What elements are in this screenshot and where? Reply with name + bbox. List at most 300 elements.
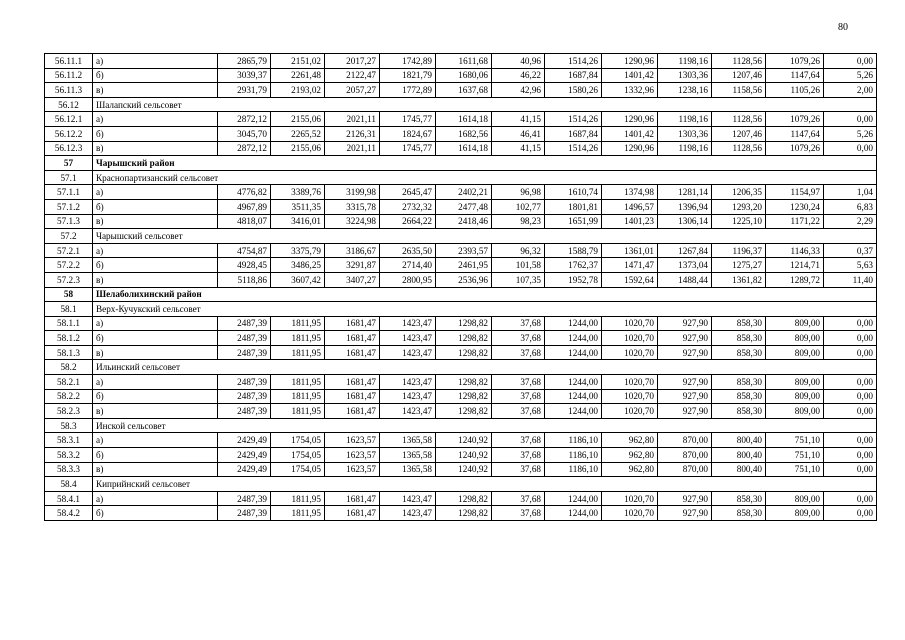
table-row [45, 185, 877, 200]
value-cell: 2865,79 [218, 54, 271, 69]
value-cell: 1772,89 [380, 83, 436, 98]
table-row [45, 389, 877, 404]
value-cell: 2151,02 [271, 54, 325, 69]
value-cell: 37,68 [492, 491, 545, 506]
table-row [45, 375, 877, 390]
value-cell: 1298,82 [436, 375, 492, 390]
value-cell: 0,00 [824, 141, 877, 156]
value-cell: 1244,00 [545, 316, 602, 331]
value-cell: 2872,12 [218, 112, 271, 127]
table-row [45, 506, 877, 521]
table-row [45, 462, 877, 477]
value-cell: 37,68 [492, 331, 545, 346]
value-cell: 2487,39 [218, 375, 271, 390]
value-cell: 1396,94 [658, 199, 712, 214]
value-cell: 2487,39 [218, 389, 271, 404]
value-cell: 1332,96 [602, 83, 658, 98]
row-code: 58 [45, 287, 93, 302]
table-row [45, 433, 877, 448]
value-cell: 1742,89 [380, 54, 436, 69]
value-cell: 1230,24 [766, 199, 824, 214]
value-cell: 1240,92 [436, 448, 492, 463]
row-variant: а) [93, 54, 218, 69]
value-cell: 1079,26 [766, 141, 824, 156]
value-cell: 1196,37 [712, 243, 766, 258]
table-row [45, 491, 877, 506]
value-cell: 0,00 [824, 404, 877, 419]
value-cell: 2265,52 [271, 126, 325, 141]
value-cell: 1811,95 [271, 375, 325, 390]
value-cell: 800,40 [712, 433, 766, 448]
value-cell: 1811,95 [271, 506, 325, 521]
value-cell: 0,37 [824, 243, 877, 258]
value-cell: 3045,70 [218, 126, 271, 141]
value-cell: 1244,00 [545, 331, 602, 346]
value-cell: 809,00 [766, 389, 824, 404]
value-cell: 2193,02 [271, 83, 325, 98]
row-code: 58.2.2 [45, 389, 93, 404]
settlement-header-row [45, 229, 877, 244]
value-cell: 1275,27 [712, 258, 766, 273]
value-cell: 1186,10 [545, 448, 602, 463]
value-cell: 1754,05 [271, 433, 325, 448]
value-cell: 1423,47 [380, 389, 436, 404]
table-row [45, 404, 877, 419]
value-cell: 1745,77 [380, 112, 436, 127]
value-cell: 37,68 [492, 389, 545, 404]
value-cell: 1020,70 [602, 491, 658, 506]
value-cell: 2122,47 [325, 68, 380, 83]
district-name: Шелаболихинский район [93, 287, 877, 302]
district-header-row [45, 156, 877, 171]
row-code: 57.2.3 [45, 272, 93, 287]
value-cell: 1754,05 [271, 462, 325, 477]
value-cell: 1298,82 [436, 506, 492, 521]
table-row [45, 112, 877, 127]
settlement-name: Верх-Кучукский сельсовет [93, 302, 877, 317]
value-cell: 1128,56 [712, 54, 766, 69]
value-cell: 101,58 [492, 258, 545, 273]
value-cell: 2418,46 [436, 214, 492, 229]
value-cell: 1146,33 [766, 243, 824, 258]
value-cell: 1298,82 [436, 331, 492, 346]
value-cell: 1681,47 [325, 345, 380, 360]
value-cell: 1020,70 [602, 389, 658, 404]
value-cell: 858,30 [712, 331, 766, 346]
value-cell: 1171,22 [766, 214, 824, 229]
value-cell: 927,90 [658, 375, 712, 390]
value-cell: 2017,27 [325, 54, 380, 69]
row-code: 58.1.1 [45, 316, 93, 331]
value-cell: 2732,32 [380, 199, 436, 214]
value-cell: 858,30 [712, 345, 766, 360]
value-cell: 1298,82 [436, 389, 492, 404]
settlement-name: Шалапский сельсовет [93, 97, 877, 112]
value-cell: 3291,87 [325, 258, 380, 273]
table-row [45, 54, 877, 69]
value-cell: 809,00 [766, 345, 824, 360]
value-cell: 1020,70 [602, 375, 658, 390]
value-cell: 2402,21 [436, 185, 492, 200]
value-cell: 1401,23 [602, 214, 658, 229]
value-cell: 2635,50 [380, 243, 436, 258]
row-code: 58.1.3 [45, 345, 93, 360]
value-cell: 1,04 [824, 185, 877, 200]
value-cell: 1687,84 [545, 126, 602, 141]
settlement-header-row [45, 302, 877, 317]
value-cell: 0,00 [824, 389, 877, 404]
row-variant: б) [93, 331, 218, 346]
value-cell: 1687,84 [545, 68, 602, 83]
value-cell: 4967,89 [218, 199, 271, 214]
value-cell: 927,90 [658, 389, 712, 404]
value-cell: 1681,47 [325, 375, 380, 390]
value-cell: 0,00 [824, 433, 877, 448]
value-cell: 1614,18 [436, 141, 492, 156]
value-cell: 1514,26 [545, 141, 602, 156]
value-cell: 2155,06 [271, 141, 325, 156]
value-cell: 37,68 [492, 345, 545, 360]
row-code: 58.3.1 [45, 433, 93, 448]
value-cell: 1592,64 [602, 272, 658, 287]
value-cell: 3511,35 [271, 199, 325, 214]
row-code: 56.12 [45, 97, 93, 112]
value-cell: 37,68 [492, 506, 545, 521]
value-cell: 1244,00 [545, 375, 602, 390]
value-cell: 1623,57 [325, 448, 380, 463]
value-cell: 2477,48 [436, 199, 492, 214]
value-cell: 4776,82 [218, 185, 271, 200]
row-variant: б) [93, 199, 218, 214]
row-code: 56.12.2 [45, 126, 93, 141]
table-row [45, 331, 877, 346]
value-cell: 1361,01 [602, 243, 658, 258]
value-cell: 1801,81 [545, 199, 602, 214]
value-cell: 809,00 [766, 331, 824, 346]
value-cell: 3039,37 [218, 68, 271, 83]
value-cell: 1147,64 [766, 68, 824, 83]
value-cell: 927,90 [658, 345, 712, 360]
settlement-name: Ильинский сельсовет [93, 360, 877, 375]
page-number: 80 [838, 22, 848, 33]
row-code: 56.11.2 [45, 68, 93, 83]
settlement-header-row [45, 418, 877, 433]
value-cell: 1681,47 [325, 491, 380, 506]
row-code: 56.12.3 [45, 141, 93, 156]
value-cell: 2487,39 [218, 331, 271, 346]
value-cell: 927,90 [658, 491, 712, 506]
value-cell: 1762,37 [545, 258, 602, 273]
value-cell: 2,00 [824, 83, 877, 98]
value-cell: 37,68 [492, 404, 545, 419]
settlement-header-row [45, 477, 877, 492]
value-cell: 2931,79 [218, 83, 271, 98]
value-cell: 1207,46 [712, 126, 766, 141]
table-body [45, 54, 877, 521]
value-cell: 2,29 [824, 214, 877, 229]
value-cell: 2261,48 [271, 68, 325, 83]
value-cell: 1623,57 [325, 462, 380, 477]
value-cell: 1365,58 [380, 462, 436, 477]
value-cell: 1225,10 [712, 214, 766, 229]
settlement-header-row [45, 170, 877, 185]
value-cell: 809,00 [766, 316, 824, 331]
value-cell: 1488,44 [658, 272, 712, 287]
table-row [45, 448, 877, 463]
value-cell: 37,68 [492, 375, 545, 390]
value-cell: 1952,78 [545, 272, 602, 287]
value-cell: 1207,46 [712, 68, 766, 83]
row-variant: в) [93, 272, 218, 287]
value-cell: 1238,16 [658, 83, 712, 98]
table-row [45, 272, 877, 287]
value-cell: 2429,49 [218, 448, 271, 463]
table-row [45, 199, 877, 214]
row-code: 57.1 [45, 170, 93, 185]
value-cell: 1588,79 [545, 243, 602, 258]
value-cell: 40,96 [492, 54, 545, 69]
row-code: 58.1.2 [45, 331, 93, 346]
value-cell: 1811,95 [271, 491, 325, 506]
value-cell: 2393,57 [436, 243, 492, 258]
value-cell: 1423,47 [380, 506, 436, 521]
table-row [45, 68, 877, 83]
value-cell: 107,35 [492, 272, 545, 287]
table-row [45, 126, 877, 141]
value-cell: 4754,87 [218, 243, 271, 258]
value-cell: 751,10 [766, 433, 824, 448]
value-cell: 0,00 [824, 345, 877, 360]
value-cell: 1373,04 [658, 258, 712, 273]
value-cell: 1401,42 [602, 68, 658, 83]
value-cell: 858,30 [712, 491, 766, 506]
value-cell: 2126,31 [325, 126, 380, 141]
value-cell: 2057,27 [325, 83, 380, 98]
value-cell: 962,80 [602, 448, 658, 463]
row-code: 58.4 [45, 477, 93, 492]
value-cell: 751,10 [766, 462, 824, 477]
value-cell: 1361,82 [712, 272, 766, 287]
value-cell: 1637,68 [436, 83, 492, 98]
tariff-table [44, 53, 877, 521]
value-cell: 1365,58 [380, 448, 436, 463]
value-cell: 5,26 [824, 68, 877, 83]
value-cell: 0,00 [824, 491, 877, 506]
value-cell: 3407,27 [325, 272, 380, 287]
value-cell: 0,00 [824, 462, 877, 477]
value-cell: 1206,35 [712, 185, 766, 200]
row-code: 57.2.1 [45, 243, 93, 258]
value-cell: 0,00 [824, 54, 877, 69]
value-cell: 96,32 [492, 243, 545, 258]
value-cell: 11,40 [824, 272, 877, 287]
row-code: 57.1.1 [45, 185, 93, 200]
value-cell: 927,90 [658, 331, 712, 346]
value-cell: 1244,00 [545, 506, 602, 521]
settlement-header-row [45, 360, 877, 375]
row-code: 58.2.3 [45, 404, 93, 419]
row-variant: в) [93, 83, 218, 98]
value-cell: 1423,47 [380, 331, 436, 346]
value-cell: 1682,56 [436, 126, 492, 141]
value-cell: 4818,07 [218, 214, 271, 229]
value-cell: 2021,11 [325, 112, 380, 127]
value-cell: 751,10 [766, 448, 824, 463]
value-cell: 4928,45 [218, 258, 271, 273]
row-code: 56.11.3 [45, 83, 93, 98]
row-code: 57.1.2 [45, 199, 93, 214]
value-cell: 927,90 [658, 404, 712, 419]
value-cell: 1401,42 [602, 126, 658, 141]
row-variant: б) [93, 448, 218, 463]
value-cell: 42,96 [492, 83, 545, 98]
row-variant: а) [93, 112, 218, 127]
value-cell: 858,30 [712, 404, 766, 419]
row-code: 56.11.1 [45, 54, 93, 69]
value-cell: 1290,96 [602, 54, 658, 69]
table-row [45, 316, 877, 331]
value-cell: 1681,47 [325, 389, 380, 404]
value-cell: 2429,49 [218, 462, 271, 477]
value-cell: 858,30 [712, 389, 766, 404]
value-cell: 809,00 [766, 404, 824, 419]
value-cell: 927,90 [658, 506, 712, 521]
value-cell: 0,00 [824, 448, 877, 463]
value-cell: 1079,26 [766, 54, 824, 69]
row-variant: в) [93, 404, 218, 419]
value-cell: 1290,96 [602, 112, 658, 127]
value-cell: 1423,47 [380, 404, 436, 419]
value-cell: 1496,57 [602, 199, 658, 214]
value-cell: 3315,78 [325, 199, 380, 214]
value-cell: 1423,47 [380, 375, 436, 390]
value-cell: 3199,98 [325, 185, 380, 200]
value-cell: 2645,47 [380, 185, 436, 200]
row-variant: а) [93, 375, 218, 390]
row-code: 58.3.3 [45, 462, 93, 477]
value-cell: 3416,01 [271, 214, 325, 229]
value-cell: 1128,56 [712, 112, 766, 127]
value-cell: 1281,14 [658, 185, 712, 200]
value-cell: 1186,10 [545, 433, 602, 448]
value-cell: 1580,26 [545, 83, 602, 98]
value-cell: 1514,26 [545, 112, 602, 127]
value-cell: 1423,47 [380, 316, 436, 331]
value-cell: 3486,25 [271, 258, 325, 273]
value-cell: 1811,95 [271, 345, 325, 360]
value-cell: 809,00 [766, 491, 824, 506]
value-cell: 1128,56 [712, 141, 766, 156]
value-cell: 809,00 [766, 375, 824, 390]
value-cell: 3607,42 [271, 272, 325, 287]
value-cell: 2021,11 [325, 141, 380, 156]
value-cell: 2487,39 [218, 491, 271, 506]
value-cell: 0,00 [824, 316, 877, 331]
row-code: 58.2.1 [45, 375, 93, 390]
value-cell: 96,98 [492, 185, 545, 200]
value-cell: 102,77 [492, 199, 545, 214]
value-cell: 1020,70 [602, 316, 658, 331]
value-cell: 2800,95 [380, 272, 436, 287]
value-cell: 3224,98 [325, 214, 380, 229]
settlement-name: Инской сельсовет [93, 418, 877, 433]
value-cell: 2461,95 [436, 258, 492, 273]
row-code: 57.2.2 [45, 258, 93, 273]
value-cell: 1623,57 [325, 433, 380, 448]
row-code: 57 [45, 156, 93, 171]
value-cell: 46,22 [492, 68, 545, 83]
row-variant: б) [93, 389, 218, 404]
value-cell: 927,90 [658, 316, 712, 331]
value-cell: 1158,56 [712, 83, 766, 98]
value-cell: 0,00 [824, 331, 877, 346]
value-cell: 41,15 [492, 112, 545, 127]
value-cell: 1020,70 [602, 331, 658, 346]
value-cell: 5118,86 [218, 272, 271, 287]
settlement-name: Краснопартизанский сельсовет [93, 170, 877, 185]
row-code: 58.2 [45, 360, 93, 375]
value-cell: 1514,26 [545, 54, 602, 69]
district-header-row [45, 287, 877, 302]
value-cell: 1244,00 [545, 404, 602, 419]
row-variant: б) [93, 506, 218, 521]
district-name: Чарышский район [93, 156, 877, 171]
value-cell: 6,83 [824, 199, 877, 214]
value-cell: 1306,14 [658, 214, 712, 229]
value-cell: 2487,39 [218, 316, 271, 331]
value-cell: 5,63 [824, 258, 877, 273]
value-cell: 3389,76 [271, 185, 325, 200]
value-cell: 3375,79 [271, 243, 325, 258]
value-cell: 1020,70 [602, 506, 658, 521]
row-code: 57.2 [45, 229, 93, 244]
value-cell: 1244,00 [545, 491, 602, 506]
table-row [45, 243, 877, 258]
value-cell: 1240,92 [436, 462, 492, 477]
value-cell: 1614,18 [436, 112, 492, 127]
row-variant: б) [93, 68, 218, 83]
value-cell: 1365,58 [380, 433, 436, 448]
row-variant: в) [93, 345, 218, 360]
value-cell: 2487,39 [218, 345, 271, 360]
value-cell: 1290,96 [602, 141, 658, 156]
row-variant: а) [93, 491, 218, 506]
table-row [45, 345, 877, 360]
value-cell: 1303,36 [658, 68, 712, 83]
value-cell: 1374,98 [602, 185, 658, 200]
value-cell: 1811,95 [271, 404, 325, 419]
value-cell: 858,30 [712, 375, 766, 390]
row-variant: в) [93, 141, 218, 156]
table-row [45, 258, 877, 273]
value-cell: 1611,68 [436, 54, 492, 69]
table-row [45, 141, 877, 156]
value-cell: 2536,96 [436, 272, 492, 287]
value-cell: 1824,67 [380, 126, 436, 141]
value-cell: 870,00 [658, 448, 712, 463]
row-variant: а) [93, 316, 218, 331]
value-cell: 1154,97 [766, 185, 824, 200]
value-cell: 0,00 [824, 112, 877, 127]
value-cell: 1198,16 [658, 141, 712, 156]
value-cell: 3186,67 [325, 243, 380, 258]
value-cell: 1079,26 [766, 112, 824, 127]
value-cell: 858,30 [712, 506, 766, 521]
value-cell: 0,00 [824, 506, 877, 521]
value-cell: 1423,47 [380, 491, 436, 506]
value-cell: 37,68 [492, 316, 545, 331]
row-variant: б) [93, 126, 218, 141]
